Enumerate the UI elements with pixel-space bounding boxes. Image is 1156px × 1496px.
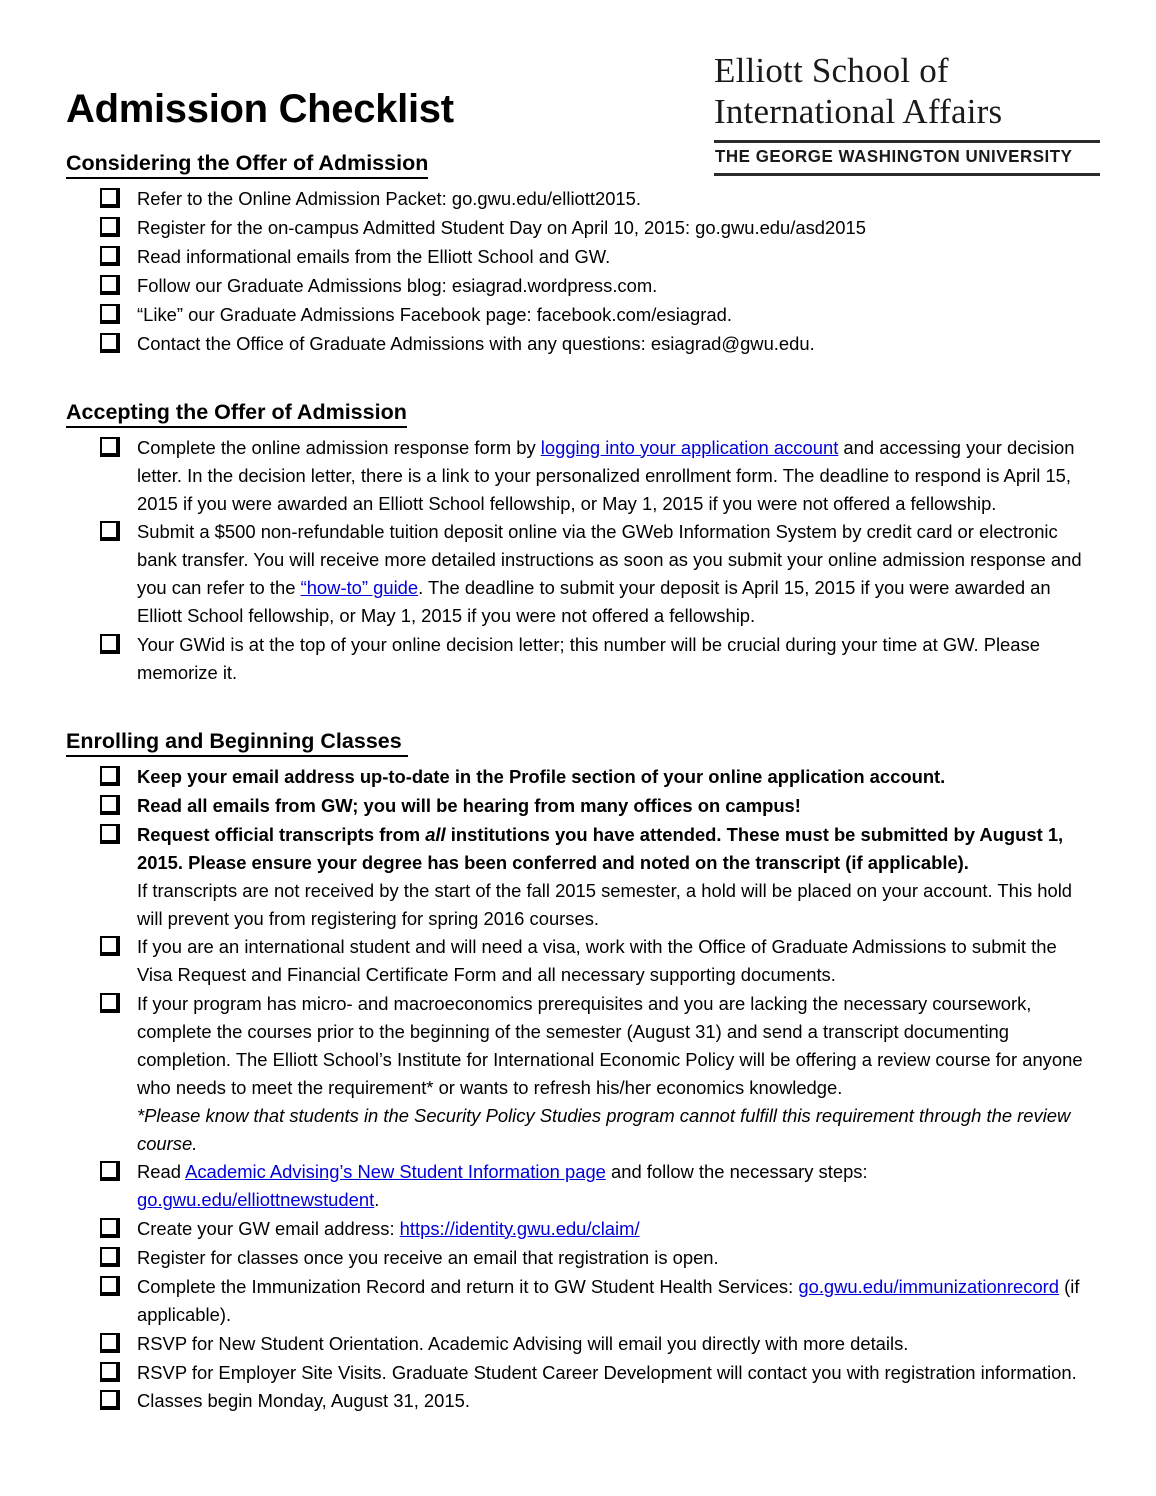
list-item[interactable] bbox=[0, 631, 1156, 687]
checkbox-icon[interactable] bbox=[100, 188, 120, 208]
list-item[interactable] bbox=[0, 434, 1156, 518]
list-item-label: Classes begin Monday, August 31, 2015. bbox=[137, 1390, 470, 1412]
section-considering-offer bbox=[0, 150, 1156, 358]
list-item-label: Refer to the Online Admission Packet: go.gwu.edu/elliott2015. bbox=[137, 187, 641, 209]
list-item-followup-text: If transcripts are not received by the start of the fall 2015 semester, a hold will be placed on your account. This hold will prevent you from registering for spring 2016 courses. bbox=[137, 880, 1073, 929]
list-item-text-post: (if applicable). bbox=[137, 1275, 1080, 1325]
checklist-content bbox=[0, 150, 1156, 1415]
list-item-label: Register for classes once you receive an email that registration is open. bbox=[137, 1246, 719, 1268]
checkbox-icon[interactable] bbox=[100, 936, 120, 956]
list-item-label: Keep your email address up-to-date in the Profile section of your online application account. bbox=[137, 766, 946, 788]
list-item-label: Follow our Graduate Admissions blog: esiagrad.wordpress.com. bbox=[137, 274, 658, 296]
list-item[interactable] bbox=[0, 1330, 1156, 1358]
elliott-new-student-link[interactable]: go.gwu.edu/elliottnewstudent bbox=[137, 1188, 375, 1210]
section-enrolling-classes bbox=[0, 728, 1156, 1415]
section-heading: Considering the Offer of Admission bbox=[66, 150, 428, 179]
list-item[interactable] bbox=[0, 933, 1156, 989]
application-account-link[interactable]: logging into your application account bbox=[540, 436, 839, 458]
checkbox-icon[interactable] bbox=[100, 304, 120, 324]
list-item-label: If you are an international student and will need a visa, work with the Office of Graduate Admissions to submit the Visa Request and Financial Certificate Form and all necessary supporting documents. bbox=[137, 935, 1057, 985]
checkbox-icon[interactable] bbox=[100, 993, 120, 1013]
logo-line-1: Elliott School of bbox=[714, 51, 949, 90]
list-item[interactable] bbox=[0, 243, 1156, 271]
list-item[interactable] bbox=[0, 1158, 1156, 1214]
list-item[interactable] bbox=[0, 272, 1156, 300]
checkbox-icon[interactable] bbox=[100, 521, 120, 541]
logo-university-name: THE GEORGE WASHINGTON UNIVERSITY bbox=[714, 145, 1073, 166]
checkbox-icon[interactable] bbox=[100, 1390, 120, 1410]
checklist-items bbox=[0, 434, 1156, 688]
list-item-text-pre: Create your GW email address: bbox=[137, 1217, 400, 1239]
list-item-text-pre: Submit a $500 non-refundable tuition deposit online via the GWeb Information System by credit card or electronic bank transfer. You will receive more detailed instructions as soon as you submit your online admission response and you can refer to the bbox=[137, 521, 1082, 599]
list-item[interactable] bbox=[0, 301, 1156, 329]
list-item-text-pre: Complete the online admission response form by bbox=[137, 436, 541, 458]
checklist-items bbox=[0, 763, 1156, 1415]
list-item-label: Read informational emails from the Elliott School and GW. bbox=[137, 245, 611, 267]
list-item-text-post: institutions you have attended. These must be submitted by August 1, 2015. Please ensure your degree has been conferred and noted on the transcript (if applicable). bbox=[137, 824, 1064, 874]
list-item-text-post: . The deadline to submit your deposit is April 15, 2015 if you were awarded an Elliott School fellowship, or May 1, 2015 if you were not offered a fellowship. bbox=[137, 577, 1051, 627]
checkbox-icon[interactable] bbox=[100, 275, 120, 295]
list-item-label: If your program has micro- and macroeconomics prerequisites and you are lacking the necessary coursework, complete the courses prior to the beginning of the semester (August 31) and send a transcript documenting completion. The Elliott School’s Institute for International Economic Policy will be offering a review course for anyone who needs to meet the requirement* or wants to refresh his/her economics knowledge. bbox=[137, 992, 1083, 1098]
checkbox-icon[interactable] bbox=[100, 1333, 120, 1353]
section-heading: Enrolling and Beginning Classes bbox=[66, 728, 408, 757]
checkbox-icon[interactable] bbox=[100, 1218, 120, 1238]
gw-email-claim-link[interactable]: https://identity.gwu.edu/claim/ bbox=[399, 1217, 640, 1239]
academic-advising-link[interactable]: Academic Advising’s New Student Information page bbox=[185, 1160, 606, 1182]
list-item-text-mid: and follow the necessary steps: bbox=[605, 1160, 868, 1182]
list-item-label: Contact the Office of Graduate Admissions with any questions: esiagrad@gwu.edu. bbox=[137, 332, 815, 354]
list-item[interactable] bbox=[0, 1215, 1156, 1243]
list-item-label: “Like” our Graduate Admissions Facebook page: facebook.com/esiagrad. bbox=[137, 303, 732, 325]
list-item[interactable] bbox=[0, 763, 1156, 791]
list-item-text-pre: Read bbox=[137, 1160, 186, 1182]
logo-line-2: International Affairs bbox=[714, 92, 1003, 132]
page-title: Admission Checklist bbox=[66, 86, 454, 131]
emphasis-all: all bbox=[425, 824, 446, 846]
checkbox-icon[interactable] bbox=[100, 1247, 120, 1267]
checkbox-icon[interactable] bbox=[100, 766, 120, 786]
list-item[interactable] bbox=[0, 330, 1156, 358]
list-item-text-pre: Complete the Immunization Record and return it to GW Student Health Services: bbox=[137, 1275, 799, 1297]
checkbox-icon[interactable] bbox=[100, 795, 120, 815]
checkbox-icon[interactable] bbox=[100, 333, 120, 353]
checkbox-icon[interactable] bbox=[100, 246, 120, 266]
checkbox-icon[interactable] bbox=[100, 824, 120, 844]
list-item[interactable] bbox=[0, 214, 1156, 242]
list-item[interactable] bbox=[0, 1387, 1156, 1415]
how-to-guide-link[interactable]: “how-to” guide bbox=[300, 577, 419, 599]
list-item-label: Register for the on-campus Admitted Student Day on April 10, 2015: go.gwu.edu/asd2015 bbox=[137, 216, 866, 238]
list-item-label: Your GWid is at the top of your online decision letter; this number will be crucial during your time at GW. Please memorize it. bbox=[137, 634, 1040, 684]
list-item[interactable] bbox=[0, 1244, 1156, 1272]
checkbox-icon[interactable] bbox=[100, 437, 120, 457]
list-item-text-post: . bbox=[374, 1188, 380, 1210]
section-spacer bbox=[0, 359, 1156, 399]
immunization-record-link[interactable]: go.gwu.edu/immunizationrecord bbox=[798, 1275, 1060, 1297]
list-item[interactable] bbox=[0, 821, 1156, 877]
list-item-footnote: *Please know that students in the Security Policy Studies program cannot fulfill this requirement through the review course. bbox=[137, 1104, 1071, 1154]
checkbox-icon[interactable] bbox=[100, 1362, 120, 1382]
list-item-label: Read all emails from GW; you will be hearing from many offices on campus! bbox=[137, 795, 801, 817]
checkbox-icon[interactable] bbox=[100, 1276, 120, 1296]
list-item-label: RSVP for Employer Site Visits. Graduate Student Career Development will contact you with registration information. bbox=[137, 1361, 1077, 1383]
section-heading: Accepting the Offer of Admission bbox=[66, 399, 407, 428]
section-spacer bbox=[0, 688, 1156, 728]
list-item[interactable] bbox=[0, 1273, 1156, 1329]
list-item[interactable] bbox=[0, 1359, 1156, 1387]
list-item[interactable] bbox=[0, 990, 1156, 1102]
checkbox-icon[interactable] bbox=[100, 217, 120, 237]
list-item[interactable] bbox=[0, 792, 1156, 820]
list-item-text-pre: Request official transcripts from bbox=[137, 824, 426, 846]
section-accepting-offer bbox=[0, 399, 1156, 688]
list-item[interactable] bbox=[0, 185, 1156, 213]
checklist-items bbox=[0, 185, 1156, 358]
list-item-text-post: and accessing your decision letter. In the decision letter, there is a link to your personalized enrollment form. The deadline to respond is April 15, 2015 if you were awarded an Elliott School fellowship, or May 1, 2015 if you were not offered a fellowship. bbox=[137, 436, 1075, 514]
list-item-label: RSVP for New Student Orientation. Academic Advising will email you directly with more details. bbox=[137, 1332, 909, 1354]
checkbox-icon[interactable] bbox=[100, 634, 120, 654]
checkbox-icon[interactable] bbox=[100, 1161, 120, 1181]
list-item[interactable] bbox=[0, 518, 1156, 630]
